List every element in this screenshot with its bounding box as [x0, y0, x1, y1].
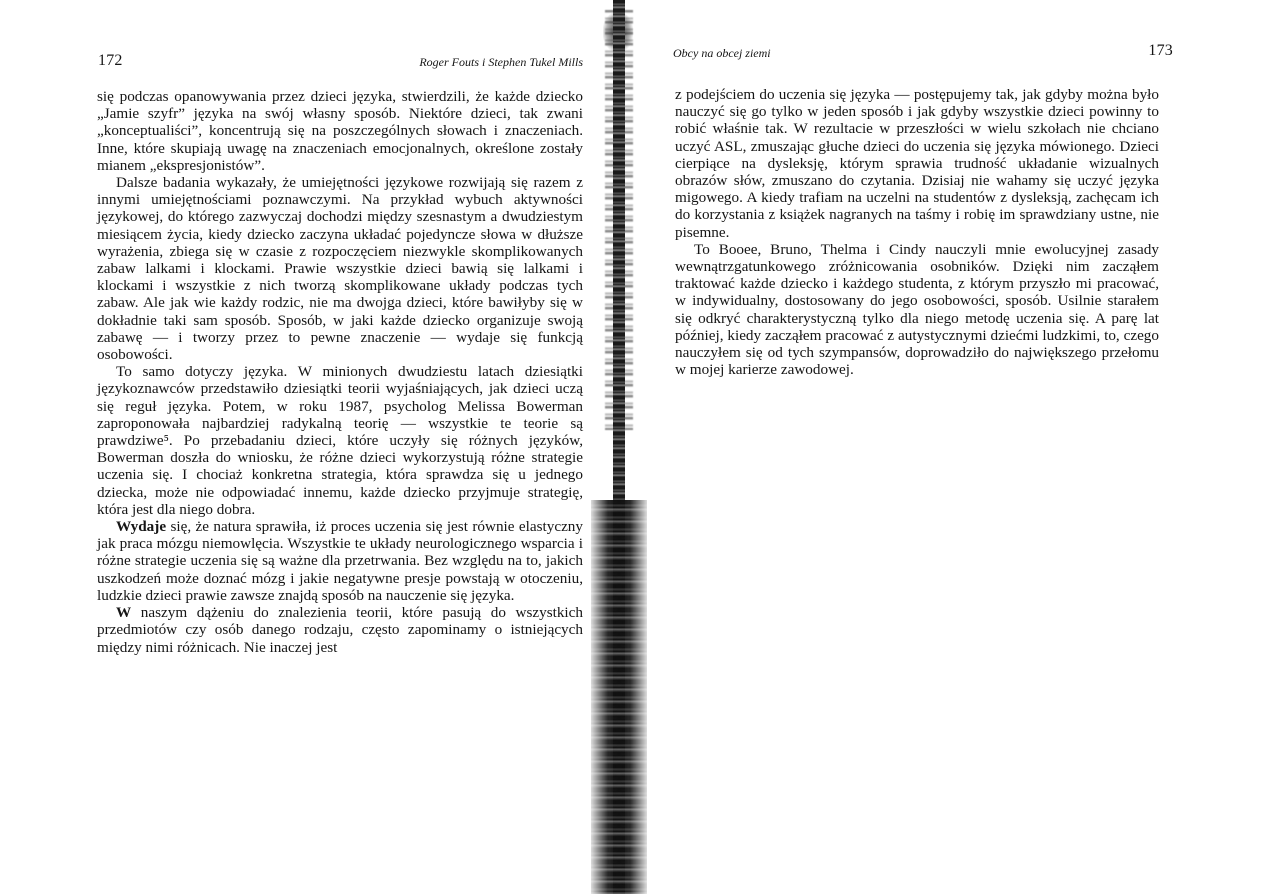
right-page-text	[675, 86, 1159, 378]
paragraph	[97, 363, 583, 518]
paragraph-text: To Booee, Bruno, Thelma i Cindy nauczyli mnie ewolucyjnej zasady wewnątrzgatunkowego zróżnicowania osobników. Dzięki nim zacząłem traktować każde dziecko i każdego studenta, z którym przyszło mi pracować, w indywidualny, dostosowany do jego osobowości, sposób. Usilnie starałem się odkryć charakterystyczną tylko dla niego metodę uczenia się. A parę lat później, kiedy zacząłem pracować z autystycznymi dziećmi ludzkimi, to, czego nauczyłem się od tych szympansów, doprowadziło do największego przełomu w mojej karierze zawodowej.	[675, 240, 1159, 379]
paragraph	[675, 241, 1159, 379]
paragraph-lead: Wydaje	[116, 518, 167, 536]
paragraph	[97, 518, 583, 604]
right-page	[620, 0, 1262, 894]
paragraph-text: naszym dążeniu do znalezienia teorii, które pasują do wszystkich przedmiotów czy osób danego rodzaju, często zapominamy o istniejących między nimi różnicach. Nie inaczej jest	[97, 604, 583, 656]
paragraph-text: z podejściem do uczenia się języka — postępujemy tak, jak gdyby można było nauczyć się go tylko w jeden sposób i jak gdyby wszystkie dzieci powinny to robić właśnie tak. W rezultacie w przeszłości w wielu szkołach nie chciano uczyć ASL, zmuszając głuche dzieci do uczenia się języka mówionego. Dzieci cierpiące na dysleksję, którym sprawia trudność układanie wizualnych obrazów słów, zmuszano do czytania. Dzisiaj nie wahamy się uczyć języka migowego. A kiedy trafiam na uczelni na studentów z dysleksją, zachęcam ich do korzystania z książek nagranych na taśmy i robię im sprawdziany ustne, nie pisemne.	[675, 86, 1159, 241]
paragraph-text: się, że natura sprawiła, iż proces uczenia się jest równie elastyczny jak praca mózgu niemowlęcia. Wszystkie te układy neurologicznego wsparcia i różne strategie uczenia się są ważne dla przetrwania. Bez względu na to, jakich uszkodzeń może doznać mózg i jakie negatywne presje powstają w otoczeniu, ludzkie dzieci prawie zawsze znajdą sposób na nauczenie się języka.	[97, 518, 583, 604]
paragraph-text: Dalsze badania wykazały, że umiejętności językowe rozwijają się razem z innymi umiejętnościami poznawczymi. Na przykład wybuch aktywności językowej, do którego zazwyczaj dochodzi między szesnastym a dwudziestym miesiącem życia, kiedy dziecko zaczyna układać pojedyncze słowa w dłuższe wyrażenia, zbiega się w czasie z rozpoczęciem niezwykle skomplikowanych zabaw lalkami i klockami. Prawie wszystkie dzieci bawią się lalkami i klockami i wszystkie z nich tworzą skomplikowane układy podczas tych zabaw. Ale jak wie każdy rodzic, nie ma dwojga dzieci, które bawiłyby się w dokładnie taki sam sposób. Sposób, w jaki każde dziecko organizuje swoją zabawę — i tworzy przez to pewne znaczenie — wydaje się funkcją osobowości.	[97, 174, 583, 364]
page-number-right: 173	[1148, 42, 1173, 59]
paragraph	[97, 88, 583, 174]
paragraph	[97, 174, 583, 363]
running-head-right: Obcy na obcej ziemi	[673, 46, 771, 60]
paragraph-text: To samo dotyczy języka. W minionych dwudziestu latach dziesiątki językoznawców przedstawiło dziesiątki teorii wyjaśniających, jak dzieci uczą się reguł języka. Potem, w roku 1987, psycholog Melissa Bowerman zaproponowała najbardziej radykalną teorię — wszystkie te teorie są prawdziwe⁵. Po przebadaniu dzieci, które uczyły się różnych języków, Bowerman doszła do wniosku, że różne dzieci wykorzystują różne strategie uczenia się. I chociaż konkretna strategia, która sprawdza się u jednego dziecka, może nie odpowiadać innemu, każde dziecko przyjmuje strategię, która jest dla niego dobra.	[97, 363, 583, 518]
running-head-left: Roger Fouts i Stephen Tukel Mills	[419, 55, 583, 69]
page-number-left: 172	[98, 52, 123, 69]
left-page	[0, 0, 620, 894]
paragraph	[675, 86, 1159, 241]
paragraph	[97, 604, 583, 656]
paragraph-lead: W	[116, 604, 132, 622]
left-page-text	[97, 88, 583, 656]
paragraph-text: się podczas opanowywania przez dzieci języka, stwierdzili, że każde dziecko „Jamie szyfr” języka na swój własny sposób. Niektóre dzieci, tak zwani „konceptualiści”, koncentrują się na poszczególnych słowach i znaczeniach. Inne, które skupiają uwagę na znaczeniach emocjonalnych, określone zostały mianem „ekspresjonistów”.	[97, 88, 583, 174]
